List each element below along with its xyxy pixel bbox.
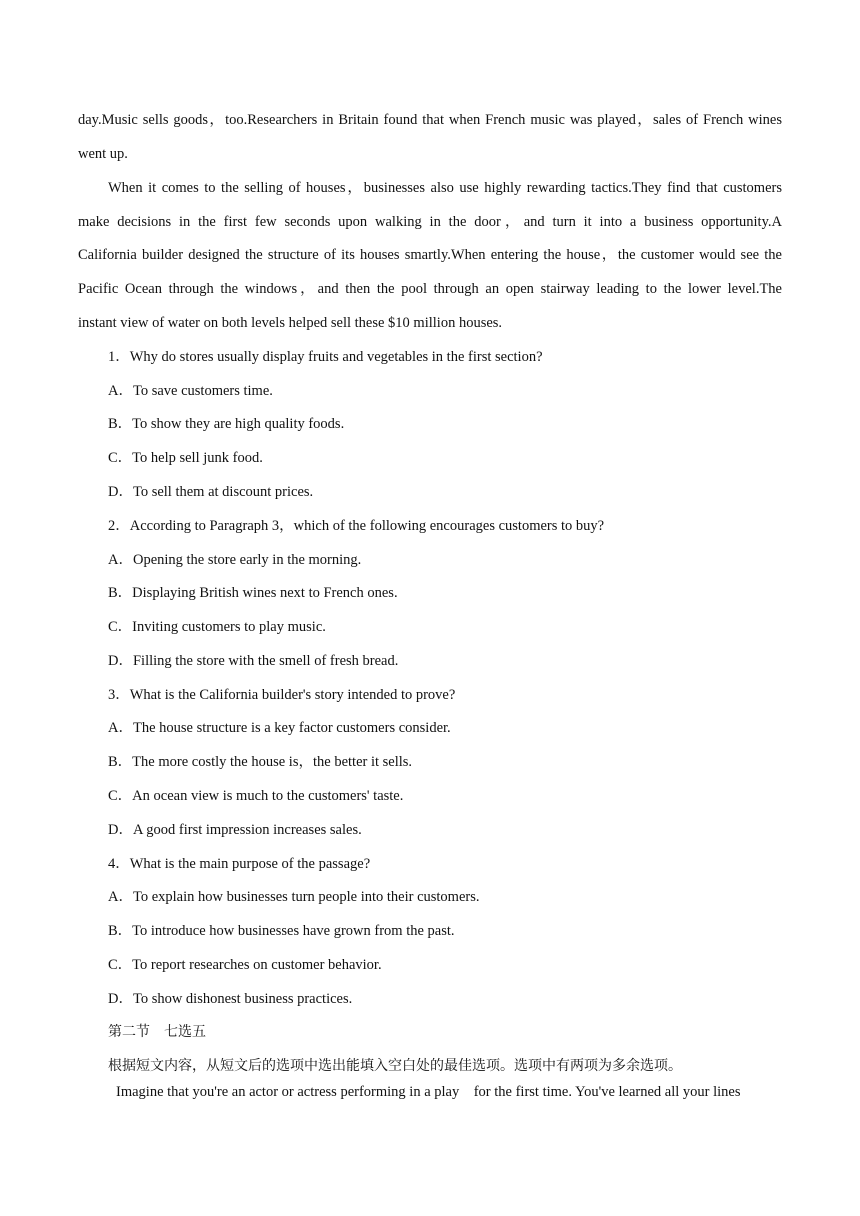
- question-3-option-b: B．The more costly the house is，the better it sells.: [108, 754, 413, 770]
- question-4-option-b: B．To introduce how businesses have grown from the past.: [108, 923, 455, 939]
- question-2-option-c: C．Inviting customers to play music.: [108, 619, 326, 635]
- question-1-stem: 1．Why do stores usually display fruits and vegetables in the first section?: [108, 349, 543, 365]
- paragraph-3-line-4: Pacific Ocean through the windows，and then the pool through an open stairway leading to the lower level.The: [78, 281, 782, 297]
- question-2-option-b: B．Displaying British wines next to French ones.: [108, 585, 398, 601]
- question-2-stem: 2．According to Paragraph 3，which of the following encourages customers to buy?: [108, 518, 605, 534]
- question-4-option-d: D．To show dishonest business practices.: [108, 991, 353, 1007]
- paragraph-2-line-1: day.Music sells goods，too.Researchers in Britain found that when French music was played，sales of French wines: [78, 112, 782, 128]
- paragraph-3-line-5: instant view of water on both levels helped sell these $10 million houses.: [78, 315, 503, 331]
- question-2-option-a: A．Opening the store early in the morning.: [108, 552, 362, 568]
- section-2-instruction: 根据短文内容，从短文后的选项中选出能填入空白处的最佳选项。选项中有两项为多余选项。: [108, 1058, 682, 1074]
- paragraph-3-line-1: When it comes to the selling of houses，businesses also use highly rewarding tactics.They find that customers: [108, 180, 782, 196]
- question-2-option-d: D．Filling the store with the smell of fresh bread.: [108, 653, 399, 669]
- question-3-option-a: A．The house structure is a key factor customers consider.: [108, 720, 451, 736]
- question-4-stem: 4．What is the main purpose of the passage?: [108, 856, 371, 872]
- paragraph-3-line-3: California builder designed the structure of its houses smartly.When entering the house，the customer would see the: [78, 247, 782, 263]
- paragraph-2-line-2: went up.: [78, 146, 128, 162]
- question-4-option-a: A．To explain how businesses turn people into their customers.: [108, 889, 480, 905]
- section-2-passage-line-1: Imagine that you're an actor or actress performing in a play for the first time. You've learned all your lines: [116, 1084, 741, 1100]
- paragraph-3-line-2: make decisions in the first few seconds upon walking in the door，and turn it into a business opportunity.A: [78, 214, 782, 230]
- question-3-option-c: C．An ocean view is much to the customers' taste.: [108, 788, 404, 804]
- question-1-option-a: A．To save customers time.: [108, 383, 273, 399]
- question-3-stem: 3．What is the California builder's story intended to prove?: [108, 687, 456, 703]
- question-1-option-d: D．To sell them at discount prices.: [108, 484, 314, 500]
- question-1-option-c: C．To help sell junk food.: [108, 450, 263, 466]
- question-4-option-c: C．To report researches on customer behavior.: [108, 957, 382, 973]
- question-3-option-d: D．A good first impression increases sales.: [108, 822, 362, 838]
- section-2-heading: 第二节 七选五: [108, 1024, 206, 1040]
- question-1-option-b: B．To show they are high quality foods.: [108, 416, 345, 432]
